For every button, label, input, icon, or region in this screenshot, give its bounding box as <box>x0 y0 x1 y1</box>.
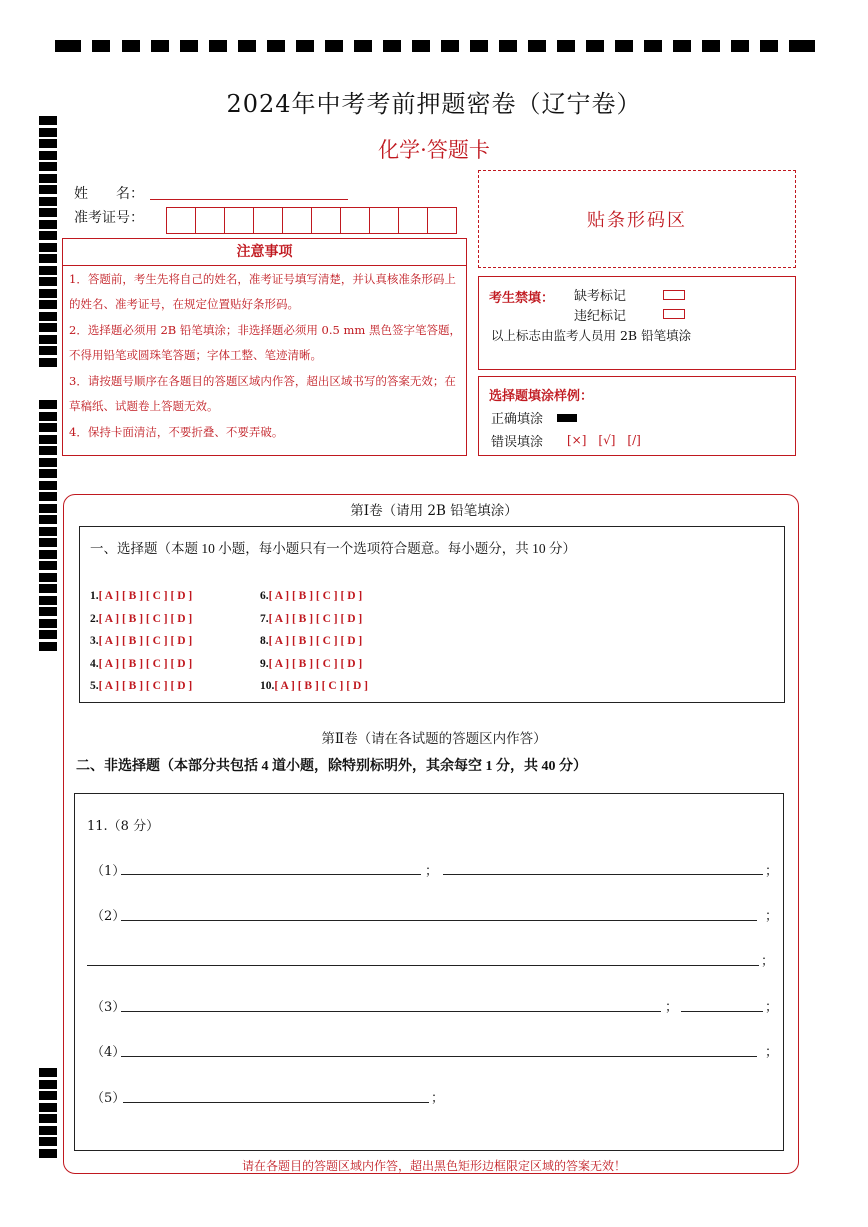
notice-item: 1．答题前，考生先将自己的姓名，准考证号填写清楚，并认真核准条形码上的姓名、准考证号，在规定位置贴好条形码。 <box>69 272 456 311</box>
id-digit-box[interactable] <box>340 207 370 234</box>
footer-warning: 请在各题目的答题区域内作答，超出黑色矩形边框限定区域的答案无效！ <box>241 1159 626 1173</box>
timing-mark <box>39 561 57 570</box>
timing-mark <box>39 358 57 367</box>
timing-mark <box>39 1091 57 1100</box>
mcq-question[interactable] <box>260 680 368 692</box>
timing-mark <box>325 40 343 52</box>
mcq-question-number: 4. <box>90 657 99 670</box>
sub-label-1: （1） <box>91 864 126 879</box>
timing-mark <box>238 40 256 52</box>
mcq-question-number: 9. <box>260 657 269 670</box>
mcq-question[interactable] <box>90 658 192 670</box>
mcq-question-number: 1. <box>90 590 99 602</box>
timing-mark <box>673 40 691 52</box>
mcq-options[interactable]: [ A ] [ B ] [ C ] [ D ] <box>98 657 193 670</box>
timing-mark <box>39 642 57 651</box>
separator: ； <box>425 864 439 879</box>
answer-line[interactable] <box>123 1102 429 1103</box>
timing-mark <box>39 208 57 217</box>
id-digit-box[interactable] <box>195 207 225 234</box>
mcq-section-title: 一、选择题（本题 10 小题，每小题只有一个选项符合题意。每小题分，共 10 分） <box>90 541 576 556</box>
barcode-area <box>478 170 796 268</box>
mcq-options[interactable]: [ A ] [ B ] [ C ] [ D ] <box>268 612 363 625</box>
part2-title: 第Ⅱ卷（请在各试题的答题区内作答） <box>321 731 547 747</box>
separator: ； <box>765 1000 779 1015</box>
forbid-note: 以上标志由监考人员用 2B 铅笔填涂 <box>491 328 692 343</box>
id-number-boxes[interactable] <box>166 207 456 234</box>
mcq-options[interactable]: [ A ] [ B ] [ C ] [ D ] <box>268 635 363 648</box>
timing-mark <box>412 40 430 52</box>
violation-mark-box[interactable] <box>663 309 685 319</box>
violation-label: 违纪标记 <box>574 309 627 324</box>
mcq-question[interactable] <box>260 590 362 602</box>
timing-mark <box>39 266 57 275</box>
timing-mark <box>39 400 57 409</box>
timing-mark <box>39 423 57 432</box>
mcq-question[interactable] <box>260 613 362 625</box>
timing-mark <box>760 40 778 52</box>
question-11-answer-box <box>74 793 784 1151</box>
timing-mark <box>151 40 169 52</box>
separator: ； <box>765 909 779 924</box>
mcq-options[interactable]: [ A ] [ B ] [ C ] [ D ] <box>274 680 368 693</box>
notice-item: 3．请按题号顺序在各题目的答题区域内作答，超出区域书写的答案无效；在草稿纸、试题卷上答题无效。 <box>69 374 456 413</box>
timing-mark <box>39 243 57 252</box>
timing-mark <box>499 40 517 52</box>
timing-mark <box>557 40 575 52</box>
mcq-question-number: 5. <box>90 680 99 693</box>
timing-mark <box>39 446 57 455</box>
timing-mark <box>39 469 57 478</box>
id-label: 准考证号： <box>74 210 144 226</box>
answer-line[interactable] <box>121 1056 757 1057</box>
timing-mark <box>122 40 140 52</box>
name-field[interactable] <box>150 199 348 200</box>
separator: ； <box>765 1045 779 1060</box>
timing-mark <box>39 527 57 536</box>
timing-mark <box>39 584 57 593</box>
absent-label: 缺考标记 <box>574 289 627 304</box>
mcq-question[interactable] <box>90 680 192 692</box>
sub-label-3: （3） <box>91 1000 126 1015</box>
timing-mark <box>39 630 57 639</box>
id-digit-box[interactable] <box>282 207 312 234</box>
correct-fill-label: 正确填涂 <box>491 412 544 427</box>
mcq-options[interactable]: [ A ] [ B ] [ C ] [ D ] <box>98 680 193 693</box>
forbid-title: 考生禁填： <box>489 291 555 306</box>
id-digit-box[interactable] <box>224 207 254 234</box>
mcq-question-number: 6. <box>260 590 269 602</box>
answer-line[interactable] <box>443 874 763 875</box>
barcode-label: 贴条形码区 <box>587 210 687 231</box>
separator: ； <box>761 954 775 969</box>
mcq-options[interactable]: [ A ] [ B ] [ C ] [ D ] <box>98 612 193 625</box>
timing-mark <box>267 40 285 52</box>
timing-mark <box>441 40 459 52</box>
id-digit-box[interactable] <box>166 207 196 234</box>
timing-mark <box>702 40 720 52</box>
timing-mark <box>39 596 57 605</box>
timing-mark <box>180 40 198 52</box>
name-label: 姓 名： <box>74 186 144 202</box>
wrong-fill-marks: [×] [√] [/] <box>567 433 641 447</box>
timing-mark <box>55 40 81 52</box>
answer-line[interactable] <box>681 1011 763 1012</box>
timing-mark <box>39 607 57 616</box>
wrong-fill-label: 错误填涂 <box>491 435 544 450</box>
absent-mark-box[interactable] <box>663 290 685 300</box>
timing-mark <box>39 538 57 547</box>
id-digit-box[interactable] <box>398 207 428 234</box>
timing-mark <box>383 40 401 52</box>
mcq-question[interactable] <box>90 590 192 602</box>
mcq-options[interactable]: [ A ] [ B ] [ C ] [ D ] <box>268 590 363 602</box>
question-11-label: 11.（8 分） <box>87 819 160 834</box>
sub-label-2: （2） <box>91 909 126 924</box>
page-subtitle: 化学·答题卡 <box>378 138 490 162</box>
nonchoice-section-title: 二、非选择题（本部分共包括 4 道小题，除特别标明外，其余每空 1 分，共 40 分） <box>76 759 587 774</box>
id-digit-box[interactable] <box>311 207 341 234</box>
timing-mark <box>39 458 57 467</box>
mcq-question-number: 10. <box>260 680 275 693</box>
timing-mark <box>731 40 749 52</box>
timing-mark <box>39 412 57 421</box>
mcq-options[interactable]: [ A ] [ B ] [ C ] [ D ] <box>98 635 193 648</box>
part1-title: 第Ⅰ卷（请用 2B 铅笔填涂） <box>350 503 518 519</box>
id-digit-box[interactable] <box>427 207 457 234</box>
timing-mark <box>39 1068 57 1077</box>
timing-mark <box>39 1103 57 1112</box>
timing-mark <box>39 220 57 229</box>
timing-mark <box>296 40 314 52</box>
fill-sample-box <box>478 376 796 456</box>
timing-mark <box>39 289 57 298</box>
timing-mark <box>39 323 57 332</box>
mcq-question-number: 3. <box>90 635 99 648</box>
sample-title: 选择题填涂样例： <box>489 389 594 404</box>
timing-mark <box>528 40 546 52</box>
timing-mark <box>470 40 488 52</box>
answer-line[interactable] <box>121 920 757 921</box>
mcq-question-number: 8. <box>260 635 269 648</box>
correct-fill-mark <box>557 414 577 422</box>
answer-line[interactable] <box>87 965 759 966</box>
timing-mark <box>354 40 372 52</box>
timing-mark <box>92 40 110 52</box>
timing-mark <box>39 619 57 628</box>
timing-marks-top <box>55 40 815 54</box>
notice-box <box>62 238 467 456</box>
timing-mark <box>644 40 662 52</box>
mcq-options[interactable]: [ A ] [ B ] [ C ] [ D ] <box>98 590 193 602</box>
page-title: 2024年中考考前押题密卷（辽宁卷） <box>226 90 642 118</box>
separator: ； <box>665 1000 679 1015</box>
timing-mark <box>39 1137 57 1146</box>
timing-mark <box>39 254 57 263</box>
notice-item: 2．选择题必须用 2B 铅笔填涂；非选择题必须用 0.5 mm 黑色签字笔答题，不得用铅笔或圆珠笔答题；字体工整、笔迹清晰。 <box>69 323 461 362</box>
timing-mark <box>39 1126 57 1135</box>
timing-mark <box>39 1114 57 1123</box>
timing-mark <box>615 40 633 52</box>
id-digit-box[interactable] <box>253 207 283 234</box>
mcq-question-number: 7. <box>260 612 269 625</box>
examiner-marks-box <box>478 276 796 370</box>
notice-item: 4．保持卡面清洁，不要折叠、不要弄破。 <box>69 425 284 439</box>
timing-mark <box>39 312 57 321</box>
notice-title: 注意事项 <box>63 239 466 266</box>
timing-mark <box>209 40 227 52</box>
mcq-question[interactable] <box>260 658 362 670</box>
answer-line[interactable] <box>121 1011 661 1012</box>
mcq-question[interactable] <box>90 635 192 647</box>
timing-mark <box>39 435 57 444</box>
timing-mark <box>586 40 604 52</box>
timing-mark <box>39 550 57 559</box>
separator: ； <box>765 864 779 879</box>
multiple-choice-box <box>79 526 785 703</box>
timing-mark <box>39 185 57 194</box>
answer-line[interactable] <box>121 874 421 875</box>
timing-mark <box>39 335 57 344</box>
timing-mark <box>789 40 815 52</box>
mcq-question-number: 2. <box>90 612 99 625</box>
timing-mark <box>39 231 57 240</box>
mcq-question[interactable] <box>260 635 362 647</box>
timing-mark <box>39 277 57 286</box>
timing-mark <box>39 481 57 490</box>
timing-mark <box>39 346 57 355</box>
mcq-options[interactable]: [ A ] [ B ] [ C ] [ D ] <box>268 657 363 670</box>
mcq-question[interactable] <box>90 613 192 625</box>
timing-mark <box>39 1080 57 1089</box>
sub-label-5: （5） <box>91 1091 126 1106</box>
timing-mark <box>39 197 57 206</box>
separator: ； <box>431 1091 445 1106</box>
timing-mark <box>39 300 57 309</box>
sub-label-4: （4） <box>91 1045 126 1060</box>
timing-mark <box>39 573 57 582</box>
timing-mark <box>39 174 57 183</box>
id-digit-box[interactable] <box>369 207 399 234</box>
